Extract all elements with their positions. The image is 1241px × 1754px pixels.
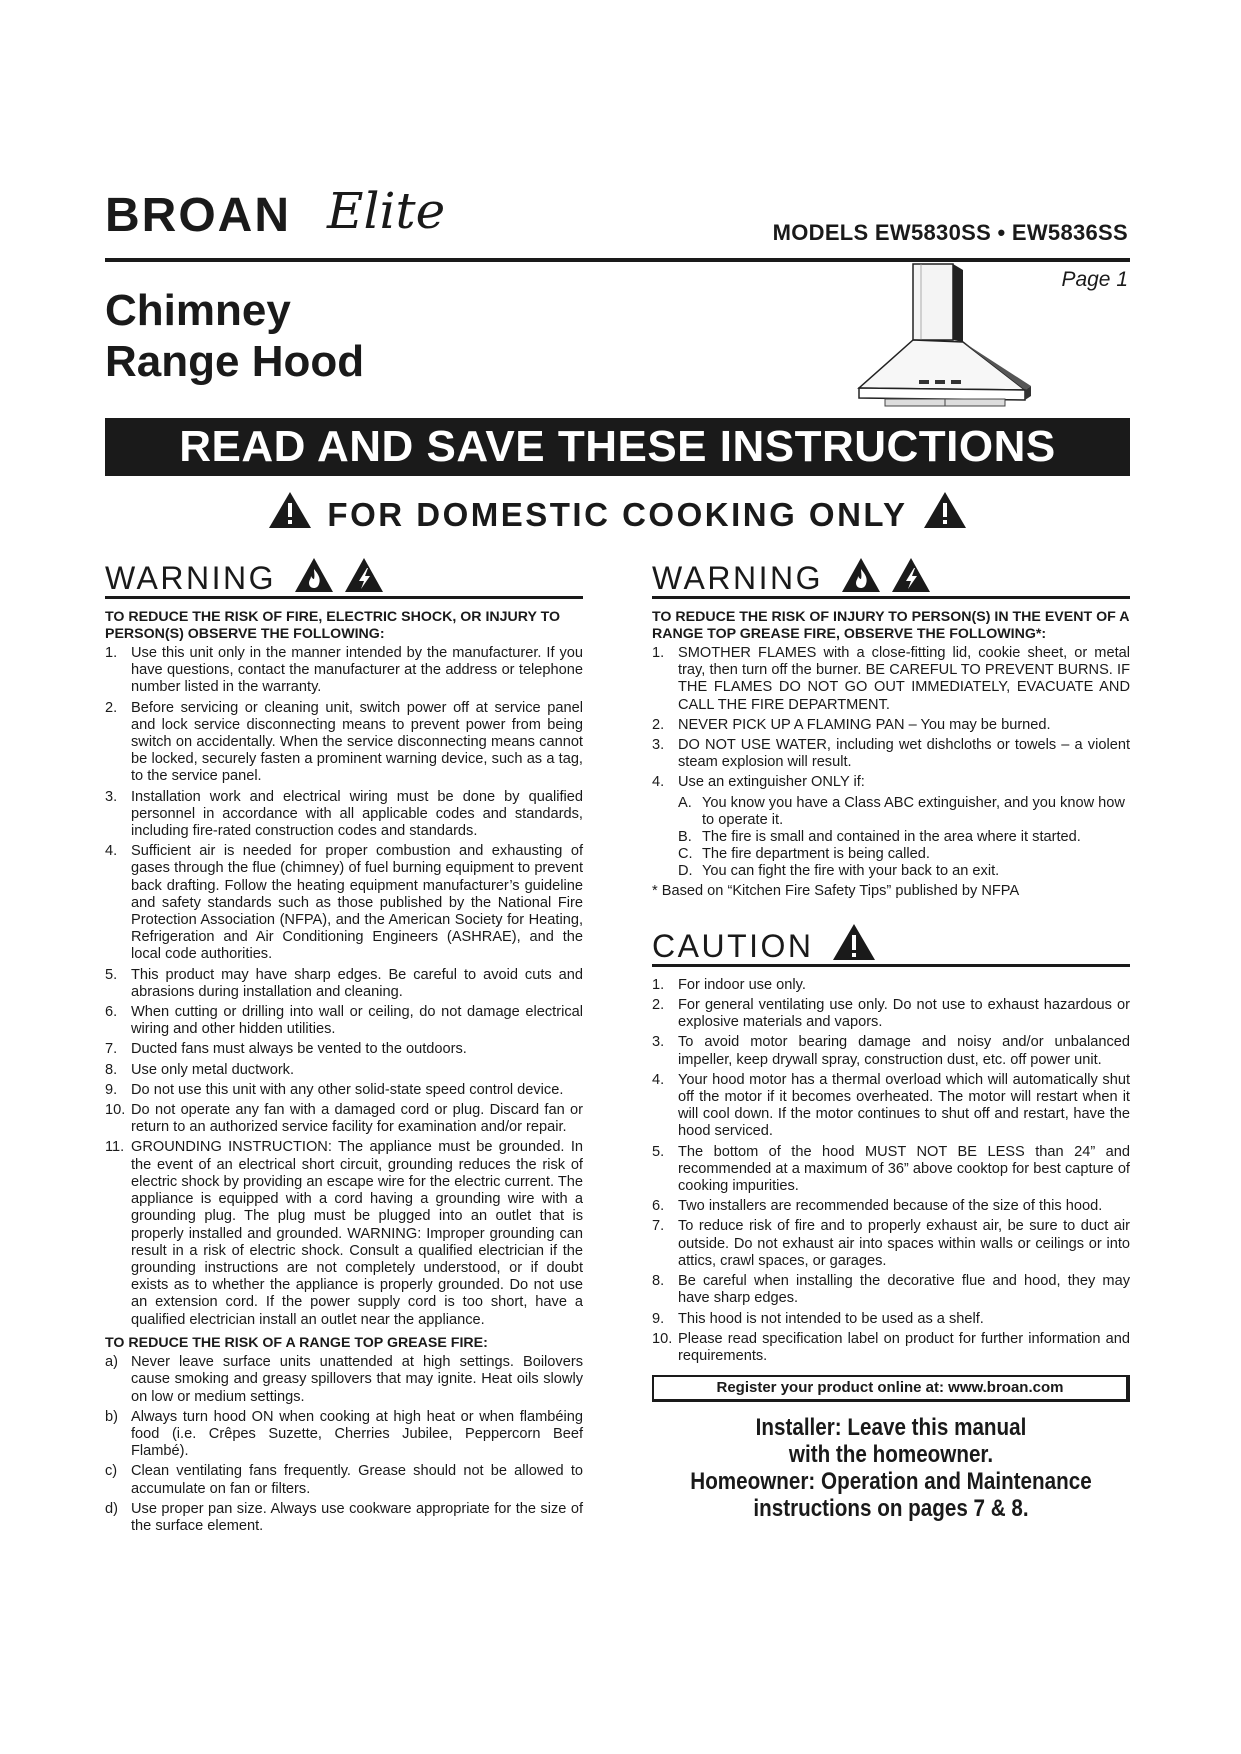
- right-warning-column: [652, 552, 1130, 1522]
- grease-fire-list: [105, 1354, 583, 1535]
- installer-note-line: Homeowner: Operation and Maintenance: [690, 1468, 1092, 1496]
- warning-heading-text: WARNING: [652, 560, 823, 596]
- nfpa-footnote: * Based on “Kitchen Fire Safety Tips” published by NFPA: [652, 882, 1020, 899]
- range-hood-illustration: [855, 262, 1035, 412]
- installer-note-line: instructions on pages 7 & 8.: [753, 1495, 1029, 1523]
- warning-triangle-icon: [267, 490, 313, 544]
- list-item: 11. GROUNDING INSTRUCTION: The appliance must be grounded. In the event of an electrical short circuit, grounding reduces the risk of electric shock by providing an escape wire for the electric current. The appliance is equipped with a cord having a grounding wire with a grounding plug. The plug must be plugged into an outlet that is properly installed and grounded. WARNING: Improper grounding can result in a risk of electric shock. Consult a qualified electrician if the grounding instructions are not completely understood, or if doubt exists as to whether the appliance is properly grounded. Do not use an extension cord. If the power supply cord is too short, have a qualified electrician install an outlet near the appliance.: [105, 1139, 583, 1328]
- warning-triangle-icon: [922, 490, 968, 544]
- list-item: 1. SMOTHER FLAMES with a close-fitting lid, cookie sheet, or metal tray, then turn off the burner. BE CAREFUL TO PREVENT BURNS. IF THE FLAMES DO NOT GO OUT IMMEDIATELY, EVACUATE AND CALL THE FIRE DEPARTMENT.: [652, 645, 1130, 713]
- list-item: A. You know you have a Class ABC extinguisher, and you know how to operate it.: [678, 794, 1125, 828]
- list-item: C. The fire department is being called.: [678, 846, 930, 863]
- page-number: Page 1: [1061, 268, 1128, 291]
- left-warning-list: [105, 645, 583, 1329]
- right-warning-heading: [652, 552, 1130, 599]
- list-item: 4. Use an extinguisher ONLY if:: [652, 774, 865, 791]
- fire-hazard-icon: [841, 557, 881, 593]
- list-item: 3. DO NOT USE WATER, including wet dishcloths or towels – a violent steam explosion will result.: [652, 737, 1130, 771]
- left-warning-column: [105, 552, 583, 1538]
- list-item: b) Always turn hood ON when cooking at high heat or when flambéing food (i.e. Crêpes Suzette, Cherries Jubilee, Peppercorn Beef Flambé).: [105, 1408, 583, 1460]
- list-item: d) Use proper pan size. Always use cookware appropriate for the size of the surface element.: [105, 1500, 583, 1535]
- installer-note-line: Installer: Leave this manual: [755, 1414, 1027, 1442]
- warning-triangle-icon: [832, 923, 876, 961]
- right-warning-intro: TO REDUCE THE RISK OF INJURY TO PERSON(S) IN THE EVENT OF A RANGE TOP GREASE FIRE, OBSERVE THE FOLLOWING*:: [652, 609, 1129, 642]
- register-product-box: Register your product online at: www.broan.com: [652, 1375, 1130, 1402]
- document-title-line2: Range Hood: [105, 337, 365, 386]
- document-title-line1: Chimney: [105, 286, 291, 335]
- list-item: 2. NEVER PICK UP A FLAMING PAN – You may be burned.: [652, 716, 1051, 733]
- list-item: 9. Do not use this unit with any other solid-state speed control device.: [105, 1081, 564, 1098]
- warning-heading-text: WARNING: [105, 560, 276, 596]
- electric-shock-icon: [891, 557, 931, 593]
- list-item: 6. Two installers are recommended because of the size of this hood.: [652, 1198, 1103, 1215]
- list-item: 2. Before servicing or cleaning unit, switch power off at service panel and lock service disconnecting means to prevent power from being switch on accidentally. When the service disconnecting means cannot be locked, securely fasten a prominent warning device, such as a tag, to the service panel.: [105, 699, 583, 785]
- list-item: 10. Please read specification label on product for further information and requirements.: [652, 1330, 1130, 1364]
- list-item: B. The fire is small and contained in the area where it started.: [678, 829, 1081, 846]
- electric-shock-icon: [344, 557, 384, 593]
- list-item: 3. To avoid motor bearing damage and noisy and/or unbalanced impeller, keep drywall spray, construction dust, etc. off power unit.: [652, 1034, 1130, 1068]
- list-item: 8. Be careful when installing the decorative flue and hood, they may have sharp edges.: [652, 1273, 1130, 1307]
- left-warning-heading: [105, 552, 583, 599]
- installer-note-line: with the homeowner.: [788, 1441, 994, 1469]
- list-item: a) Never leave surface units unattended at high settings. Boilovers cause smoking and greasy spillovers that may ignite. Heat oils slowly on low or medium settings.: [105, 1354, 583, 1405]
- right-warning-list: [652, 645, 1130, 792]
- list-item: 10. Do not operate any fan with a damaged cord or plug. Discard fan or return to an authorized service facility for examination and/or repair.: [105, 1102, 583, 1136]
- fire-hazard-icon: [294, 557, 334, 593]
- domestic-cooking-text: FOR DOMESTIC COOKING ONLY: [327, 496, 908, 533]
- caution-list: [652, 977, 1130, 1365]
- domestic-cooking-notice: [105, 490, 1130, 544]
- list-item: 4. Your hood motor has a thermal overload which will automatically shut off the motor if it becomes overheated. The motor will restart when it will cool down. If the motor continues to shut off and restart, have the hood serviced.: [652, 1071, 1130, 1140]
- model-numbers: MODELS EW5830SS • EW5836SS: [772, 220, 1128, 245]
- list-item: 3. Installation work and electrical wiring must be done by qualified personnel in accordance with all applicable codes and standards, including fire-rated construction codes and standards.: [105, 788, 583, 840]
- list-item: c) Clean ventilating fans frequently. Grease should not be allowed to accumulate on fan or filters.: [105, 1463, 583, 1497]
- extinguisher-conditions-list: [652, 795, 1130, 881]
- list-item: 1. For indoor use only.: [652, 976, 806, 993]
- list-item: D. You can fight the fire with your back to an exit.: [678, 863, 1000, 880]
- caution-heading: [652, 920, 1130, 967]
- list-item: 4. Sufficient air is needed for proper combustion and exhausting of gases through the flue (chimney) of fuel burning equipment to prevent back drafting. Follow the heating equipment manufacturer’s guideline and safety standards such as those published by the National Fire Protection Association (NFPA), and the American Society for Heating, Refrigeration and Air Conditioning Engineers (ASHRAE), and the local code authorities.: [105, 843, 583, 963]
- list-item: 8. Use only metal ductwork.: [105, 1061, 295, 1078]
- list-item: 5. This product may have sharp edges. Be careful to avoid cuts and abrasions during installation and cleaning.: [105, 966, 583, 1000]
- list-item: 9. This hood is not intended to be used as a shelf.: [652, 1310, 984, 1327]
- list-item: 7. Ducted fans must always be vented to the outdoors.: [105, 1041, 467, 1058]
- list-item: 7. To reduce risk of fire and to properly exhaust air, be sure to duct air outside. Do not exhaust air into spaces within walls or ceilings or into attics, crawl spaces, or garages.: [652, 1218, 1130, 1269]
- left-warning-intro: TO REDUCE THE RISK OF FIRE, ELECTRIC SHOCK, OR INJURY TO PERSON(S) OBSERVE THE FOLLOWING:: [105, 609, 561, 642]
- caution-heading-text: CAUTION: [652, 927, 814, 964]
- grease-fire-intro: TO REDUCE THE RISK OF A RANGE TOP GREASE FIRE:: [105, 1334, 488, 1351]
- list-item: 5. The bottom of the hood MUST NOT BE LESS than 24” and recommended at a maximum of 36” above cooktop for best capture of cooking impurities.: [652, 1143, 1130, 1195]
- list-item: 6. When cutting or drilling into wall or ceiling, do not damage electrical wiring and other hidden utilities.: [105, 1004, 583, 1038]
- list-item: 2. For general ventilating use only. Do not use to exhaust hazardous or explosive materials and vapors.: [652, 997, 1130, 1031]
- brand-logo-script: Elite: [327, 182, 446, 240]
- brand-logo: BROAN: [105, 189, 291, 242]
- read-and-save-banner: READ AND SAVE THESE INSTRUCTIONS: [105, 418, 1130, 476]
- installer-homeowner-note: [685, 1414, 1096, 1522]
- list-item: 1. Use this unit only in the manner intended by the manufacturer. If you have questions, contact the manufacturer at the address or telephone number listed in the warranty.: [105, 645, 583, 696]
